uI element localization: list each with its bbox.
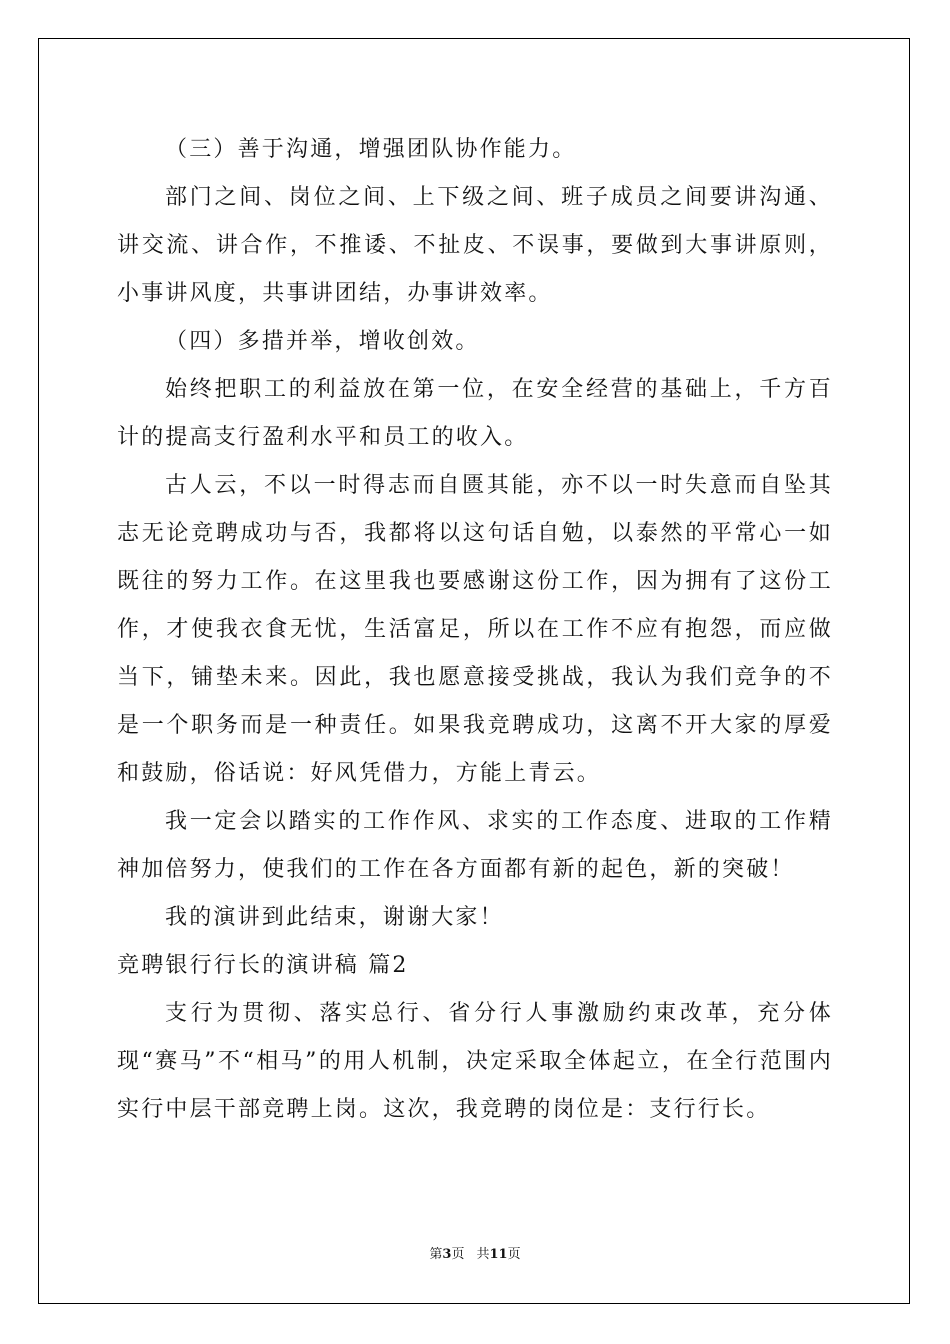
total-prefix: 共 — [476, 1247, 490, 1262]
page-prefix: 第 — [429, 1247, 443, 1262]
total-pages: 11 — [489, 1247, 508, 1262]
paragraph-6: 我一定会以踏实的工作作风、求实的工作态度、进取的工作精神加倍努力，使我们的工作在各方面都有新的起色，新的突破！ — [117, 809, 833, 882]
paragraph-4: 始终把职工的利益放在第一位，在安全经营的基础上，千方百计的提高支行盈利水平和员工的收入。 — [117, 377, 833, 450]
page-footer — [0, 1245, 950, 1265]
page-number: 3 — [442, 1247, 452, 1262]
paragraph-2: 部门之间、岗位之间、上下级之间、班子成员之间要讲沟通、讲交流、讲合作，不推诿、不扯皮、不误事，要做到大事讲原则，小事讲风度，共事讲团结，办事讲效率。 — [117, 185, 833, 306]
paragraph-5: 古人云，不以一时得志而自匮其能，亦不以一时失意而自坠其志无论竞聘成功与否，我都将以这句话自勉，以泰然的平常心一如既往的努力工作。在这里我也要感谢这份工作，因为拥有了这份工作，才使我衣食无忧，生活富足，所以在工作不应有抱怨，而应做当下，铺垫未来。因此，我也愿意接受挑战，我认为我们竞争的不是一个职务而是一种责任。如果我竞聘成功，这离不开大家的厚爱和鼓励，俗话说：好风凭借力，方能上青云。 — [117, 473, 833, 786]
document-body — [117, 126, 833, 1134]
paragraph-3: （四）多措并举，增收创效。 — [165, 329, 480, 354]
total-suffix: 页 — [507, 1247, 521, 1262]
paragraph-1: （三）善于沟通，增强团队协作能力。 — [165, 137, 577, 162]
section-heading: 竞聘银行行长的演讲稿 篇2 — [117, 953, 409, 978]
page-suffix: 页 — [451, 1247, 465, 1262]
paragraph-7: 我的演讲到此结束，谢谢大家！ — [165, 905, 504, 930]
paragraph-8: 支行为贯彻、落实总行、省分行人事激励约束改革，充分体现“赛马”不“相马”的用人机制，决定采取全体起立，在全行范围内实行中层干部竞聘上岗。这次，我竞聘的岗位是：支行行长。 — [117, 1001, 833, 1122]
